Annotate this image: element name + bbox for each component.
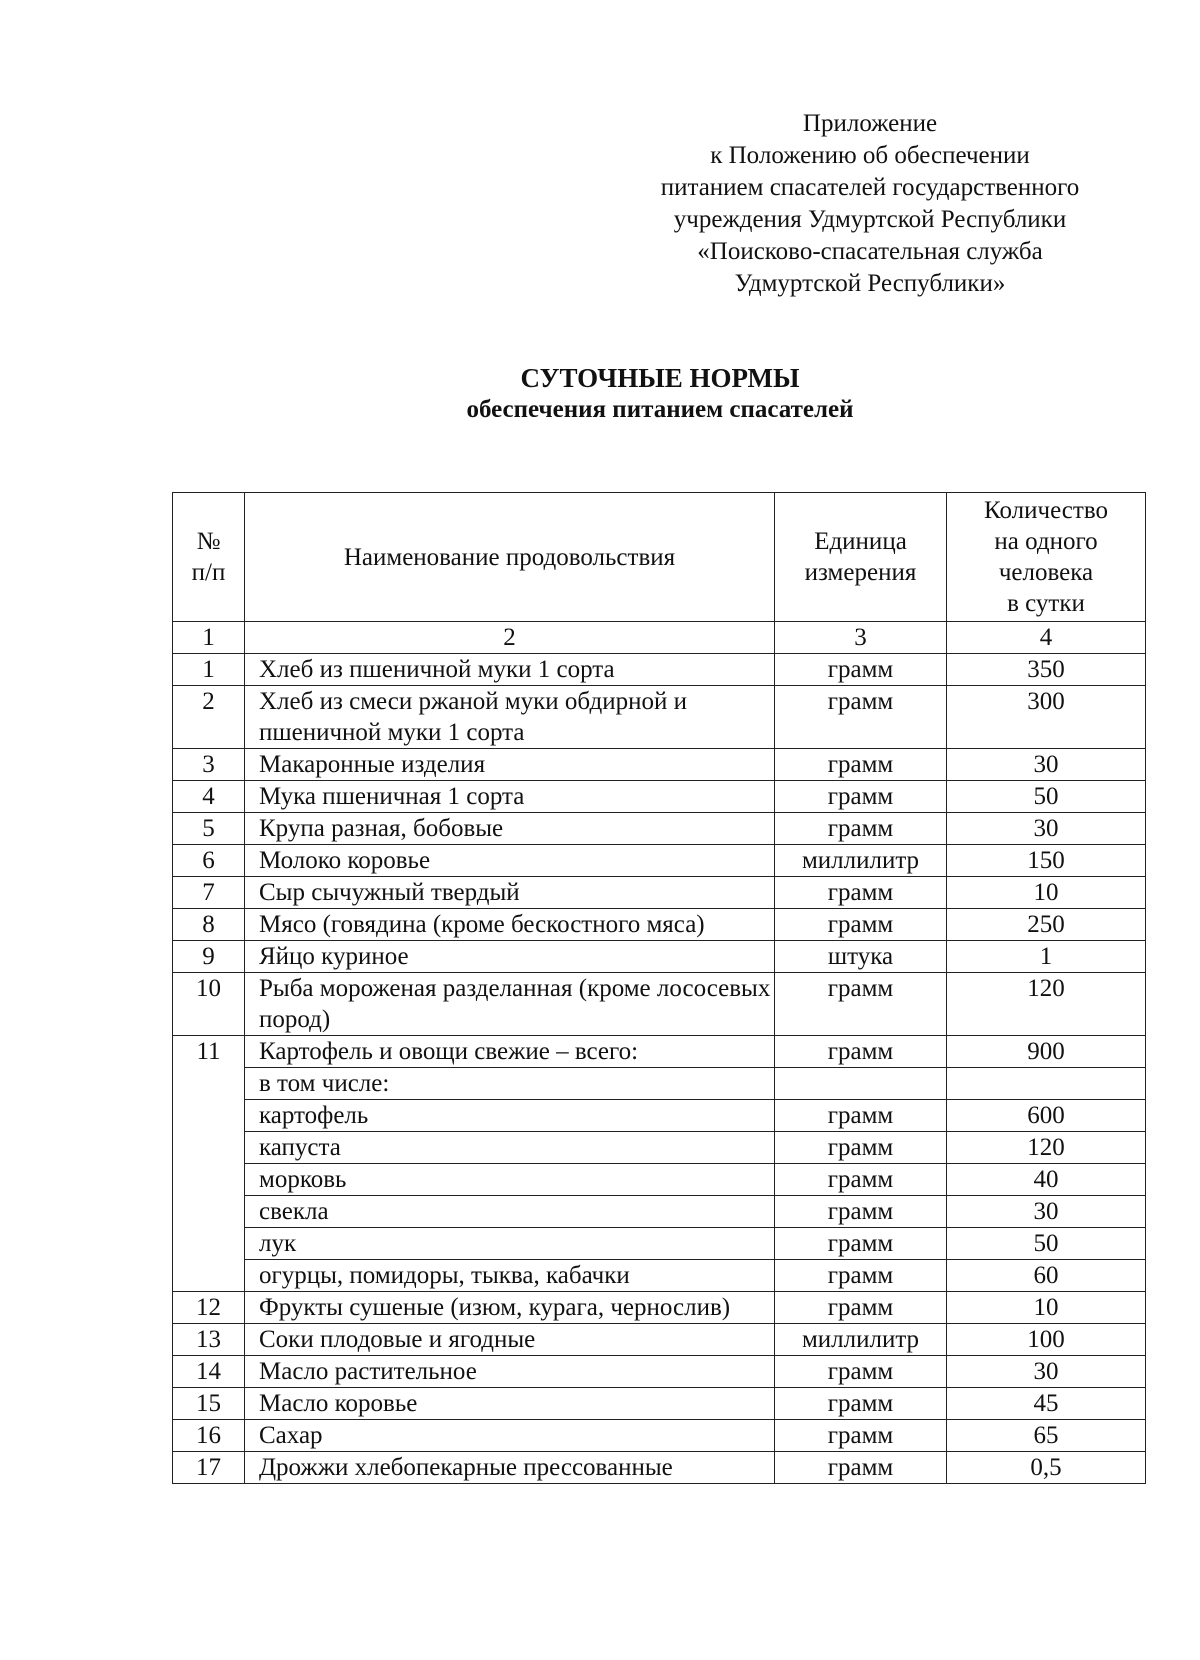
daily-quantity: 120: [947, 973, 1146, 1036]
appendix-note: [620, 108, 1120, 300]
food-name: Мясо (говядина (кроме бескостного мяса): [245, 909, 775, 941]
header-name: Наименование продовольствия: [245, 493, 775, 622]
header-unit: [775, 493, 947, 622]
table-row: [173, 845, 1146, 877]
food-name: картофель: [245, 1100, 775, 1132]
row-number: 2: [173, 686, 245, 749]
daily-quantity: 120: [947, 1132, 1146, 1164]
food-name: капуста: [245, 1132, 775, 1164]
table-header-row: [173, 493, 1146, 622]
unit-of-measure: грамм: [775, 1292, 947, 1324]
unit-of-measure: грамм: [775, 1164, 947, 1196]
unit-of-measure: миллилитр: [775, 845, 947, 877]
table-row: [173, 1292, 1146, 1324]
unit-of-measure: грамм: [775, 749, 947, 781]
row-number: 10: [173, 973, 245, 1036]
appendix-line: «Поисково-спасательная служба: [697, 238, 1043, 265]
food-name: Макаронные изделия: [245, 749, 775, 781]
row-number: 5: [173, 813, 245, 845]
table-row: [173, 1100, 1146, 1132]
food-name: в том числе:: [245, 1068, 775, 1100]
document-title: [330, 362, 990, 426]
row-number: 16: [173, 1420, 245, 1452]
daily-quantity: 600: [947, 1100, 1146, 1132]
row-number: 6: [173, 845, 245, 877]
row-number: 1: [173, 654, 245, 686]
unit-of-measure: грамм: [775, 813, 947, 845]
header-unit-line: измерения: [804, 559, 917, 586]
unit-of-measure: грамм: [775, 1132, 947, 1164]
food-name: морковь: [245, 1164, 775, 1196]
table-row: [173, 1164, 1146, 1196]
column-number: 1: [173, 622, 245, 654]
unit-of-measure: грамм: [775, 1036, 947, 1068]
appendix-line: Удмуртской Республики»: [734, 270, 1006, 297]
row-number: 14: [173, 1356, 245, 1388]
daily-quantity: 100: [947, 1324, 1146, 1356]
daily-quantity: 30: [947, 813, 1146, 845]
unit-of-measure: грамм: [775, 1260, 947, 1292]
table-row: [173, 654, 1146, 686]
food-name: Фрукты сушеные (изюм, курага, чернослив): [245, 1292, 775, 1324]
daily-quantity: 65: [947, 1420, 1146, 1452]
daily-quantity: 10: [947, 877, 1146, 909]
daily-quantity: 40: [947, 1164, 1146, 1196]
table-row: [173, 686, 1146, 749]
table-row: [173, 1420, 1146, 1452]
daily-quantity: 0,5: [947, 1452, 1146, 1484]
column-number: 2: [245, 622, 775, 654]
food-name: Масло растительное: [245, 1356, 775, 1388]
daily-quantity: 30: [947, 749, 1146, 781]
table-row: [173, 1228, 1146, 1260]
daily-quantity: 45: [947, 1388, 1146, 1420]
unit-of-measure: грамм: [775, 1388, 947, 1420]
row-number: 3: [173, 749, 245, 781]
daily-quantity: 30: [947, 1196, 1146, 1228]
appendix-line: питанием спасателей государственного: [660, 174, 1080, 201]
food-name: Мука пшеничная 1 сорта: [245, 781, 775, 813]
header-num-line: п/п: [191, 559, 226, 586]
daily-quantity: 350: [947, 654, 1146, 686]
daily-quantity: 10: [947, 1292, 1146, 1324]
table-row: [173, 973, 1146, 1036]
appendix-line: учреждения Удмуртской Республики: [673, 206, 1067, 233]
food-name: огурцы, помидоры, тыква, кабачки: [245, 1260, 775, 1292]
table-row: [173, 1356, 1146, 1388]
unit-of-measure: грамм: [775, 1452, 947, 1484]
table-body: [173, 654, 1146, 1484]
table-row: [173, 1324, 1146, 1356]
daily-quantity: 1: [947, 941, 1146, 973]
column-number: 3: [775, 622, 947, 654]
header-unit-line: Единица: [814, 528, 907, 555]
column-number-row: [173, 622, 1146, 654]
food-name: Крупа разная, бобовые: [245, 813, 775, 845]
table-row: [173, 877, 1146, 909]
food-name: Дрожжи хлебопекарные прессованные: [245, 1452, 775, 1484]
unit-of-measure: грамм: [775, 1228, 947, 1260]
table-row: [173, 1068, 1146, 1100]
daily-quantity: 900: [947, 1036, 1146, 1068]
unit-of-measure: штука: [775, 941, 947, 973]
row-number: 8: [173, 909, 245, 941]
daily-quantity: 300: [947, 686, 1146, 749]
food-name: лук: [245, 1228, 775, 1260]
header-num-line: №: [196, 528, 221, 555]
daily-quantity: 60: [947, 1260, 1146, 1292]
row-number: 11: [173, 1036, 245, 1292]
unit-of-measure: миллилитр: [775, 1324, 947, 1356]
title-sub: обеспечения питанием спасателей: [466, 396, 854, 423]
appendix-line: к Положению об обеспечении: [710, 142, 1030, 169]
food-name: Масло коровье: [245, 1388, 775, 1420]
daily-quantity: 150: [947, 845, 1146, 877]
row-number: 7: [173, 877, 245, 909]
daily-quantity: 250: [947, 909, 1146, 941]
column-number: 4: [947, 622, 1146, 654]
header-qty-line: в сутки: [1007, 590, 1085, 617]
unit-of-measure: [775, 1068, 947, 1100]
food-name: Сахар: [245, 1420, 775, 1452]
table-row: [173, 1036, 1146, 1068]
unit-of-measure: грамм: [775, 1196, 947, 1228]
unit-of-measure: грамм: [775, 654, 947, 686]
header-qty: [947, 493, 1146, 622]
unit-of-measure: грамм: [775, 973, 947, 1036]
row-number: 15: [173, 1388, 245, 1420]
food-name: Сыр сычужный твердый: [245, 877, 775, 909]
unit-of-measure: грамм: [775, 877, 947, 909]
table-row: [173, 1132, 1146, 1164]
food-name: Молоко коровье: [245, 845, 775, 877]
table-row: [173, 909, 1146, 941]
row-number: 12: [173, 1292, 245, 1324]
appendix-line: Приложение: [802, 110, 938, 137]
title-main: СУТОЧНЫЕ НОРМЫ: [520, 363, 800, 393]
header-qty-line: на одного: [994, 528, 1098, 555]
food-name: Яйцо куриное: [245, 941, 775, 973]
food-norms-table: [172, 492, 1146, 1484]
daily-quantity: [947, 1068, 1146, 1100]
header-qty-line: человека: [998, 559, 1094, 586]
food-name: свекла: [245, 1196, 775, 1228]
unit-of-measure: грамм: [775, 909, 947, 941]
table-row: [173, 1196, 1146, 1228]
header-num: [173, 493, 245, 622]
table-row: [173, 1388, 1146, 1420]
food-name: Рыба мороженая разделанная (кроме лососевых пород): [245, 973, 775, 1036]
unit-of-measure: грамм: [775, 1100, 947, 1132]
daily-quantity: 50: [947, 1228, 1146, 1260]
table-row: [173, 813, 1146, 845]
table-row: [173, 749, 1146, 781]
table-row: [173, 1452, 1146, 1484]
row-number: 9: [173, 941, 245, 973]
unit-of-measure: грамм: [775, 1420, 947, 1452]
row-number: 17: [173, 1452, 245, 1484]
header-qty-line: Количество: [984, 497, 1108, 524]
table-row: [173, 941, 1146, 973]
unit-of-measure: грамм: [775, 686, 947, 749]
table-row: [173, 781, 1146, 813]
row-number: 13: [173, 1324, 245, 1356]
row-number: 4: [173, 781, 245, 813]
unit-of-measure: грамм: [775, 781, 947, 813]
food-name: Хлеб из смеси ржаной муки обдирной и пшеничной муки 1 сорта: [245, 686, 775, 749]
food-name: Соки плодовые и ягодные: [245, 1324, 775, 1356]
unit-of-measure: грамм: [775, 1356, 947, 1388]
table-row: [173, 1260, 1146, 1292]
daily-quantity: 30: [947, 1356, 1146, 1388]
daily-quantity: 50: [947, 781, 1146, 813]
food-name: Хлеб из пшеничной муки 1 сорта: [245, 654, 775, 686]
food-name: Картофель и овощи свежие – всего:: [245, 1036, 775, 1068]
